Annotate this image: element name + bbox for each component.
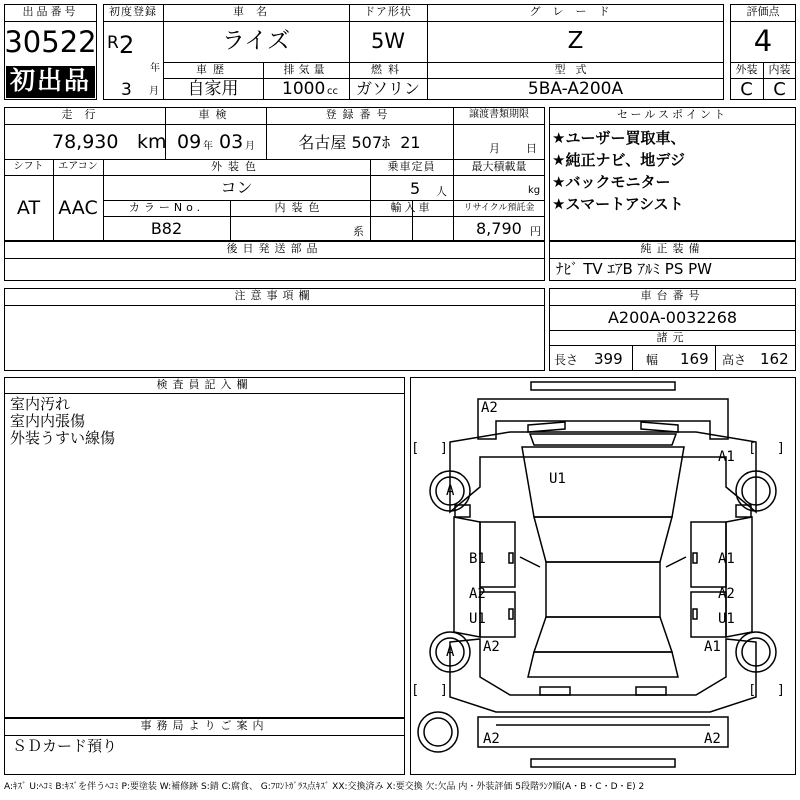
history: 自家用 bbox=[187, 79, 239, 99]
capacity: 5 bbox=[410, 179, 421, 198]
parts-label: 後日発送部品 bbox=[226, 242, 323, 255]
displacement-label: 排気量 bbox=[283, 63, 329, 76]
mark-rear-left-corner: A2 bbox=[483, 731, 500, 747]
office-note: ＳＤカード預り bbox=[12, 737, 118, 755]
chassis-label: 車台番号 bbox=[640, 289, 705, 302]
recycle-label: リサイクル預託金 bbox=[463, 203, 535, 213]
mark-front-left-wheel: A bbox=[446, 483, 455, 499]
first-reg-label: 初度登録 bbox=[109, 5, 157, 18]
legend: A:ｷｽﾞ U:ﾍｺﾐ B:ｷｽﾞを伴うﾍｺﾐ P:要塗装 W:補修跡 S:錆 C:腐食、 G:ﾌﾛﾝﾄｶﾞﾗｽ点ｷｽﾞ XX:交換済み X:要交換 欠:欠品 内・外装評価 5段階ﾗﾝｸ順(A・B・C・D・E) 2 bbox=[4, 782, 645, 792]
inspector-label: 検査員記入欄 bbox=[156, 378, 253, 391]
color-label: 外装色 bbox=[211, 160, 262, 173]
interior-label: 内装 bbox=[768, 63, 791, 76]
inspection-month-unit: 月 bbox=[245, 141, 255, 152]
bracket-left-bottom-close: ] bbox=[441, 683, 447, 698]
score: 4 bbox=[753, 24, 773, 58]
transfer-day-unit: 日 bbox=[526, 142, 537, 155]
mileage: 78,930 bbox=[52, 131, 119, 153]
recycle-unit: 円 bbox=[530, 225, 541, 238]
lot-number: 30522 bbox=[4, 25, 97, 59]
mark-right-front-door: A1 bbox=[718, 551, 735, 567]
shift-label: シフト bbox=[13, 161, 44, 172]
specs-label: 諸元 bbox=[656, 331, 689, 344]
inspection-month: 03 bbox=[219, 131, 244, 153]
import-label: 輸入車 bbox=[390, 201, 433, 214]
mark-rear-left-quarter: A2 bbox=[483, 639, 500, 655]
equipment-label: 純正装備 bbox=[640, 242, 705, 255]
mark-front-left-fender: A2 bbox=[481, 400, 498, 416]
shift: AT bbox=[16, 197, 41, 219]
mark-right-rear-door-b: U1 bbox=[718, 611, 735, 627]
first-listing-badge-text: 初出品 bbox=[9, 66, 91, 95]
mark-rear-right-corner: A2 bbox=[704, 731, 721, 747]
fuel-label: 燃料 bbox=[371, 63, 405, 76]
width-label: 幅 bbox=[646, 353, 659, 367]
first-reg-year: 2 bbox=[119, 31, 135, 59]
capacity-label: 乗車定員 bbox=[387, 160, 436, 173]
equipment: ﾅﾋﾞ TV ｴｱB ｱﾙﾐ PS PW bbox=[556, 260, 712, 278]
inspection-label: 車検 bbox=[198, 108, 233, 121]
plate-number: 名古屋 507ﾎ 21 bbox=[298, 133, 421, 152]
inspector-note: 室内汚れ bbox=[10, 395, 71, 413]
length-label: 長さ bbox=[554, 353, 579, 367]
ac-label: エアコン bbox=[58, 161, 98, 172]
sales-point: ★ユーザー買取車、 bbox=[552, 129, 686, 147]
sales-point: ★バックモニター bbox=[552, 173, 671, 191]
recycle-fee: 8,790 bbox=[476, 219, 522, 238]
color-no: B82 bbox=[150, 219, 183, 238]
ac: AAC bbox=[58, 197, 98, 219]
plate-label: 登録番号 bbox=[325, 108, 394, 121]
mark-right-rear-door-a: A2 bbox=[718, 586, 735, 602]
score-label: 評価点 bbox=[746, 5, 780, 18]
load-label: 最大積載量 bbox=[471, 160, 527, 173]
lot-number-label: 出品番号 bbox=[22, 5, 79, 18]
era: R bbox=[107, 33, 119, 53]
chassis-number: A200A-0032268 bbox=[607, 308, 738, 327]
bracket-right-top-close: ] bbox=[778, 441, 784, 456]
bracket-left-top-close: ] bbox=[441, 441, 447, 456]
height-label: 高さ bbox=[722, 353, 747, 367]
car-diagram bbox=[410, 377, 796, 775]
bracket-right-bottom: [ bbox=[750, 683, 756, 698]
history-label: 車歴 bbox=[196, 63, 230, 76]
exterior-grade: C bbox=[740, 79, 753, 100]
sales-point: ★純正ナビ、地デジ bbox=[552, 151, 685, 169]
exterior-color: コン bbox=[220, 178, 253, 197]
height: 162 bbox=[760, 350, 789, 368]
mark-hood: U1 bbox=[549, 471, 566, 487]
mark-left-rear-door-b: U1 bbox=[469, 611, 486, 627]
door-type: 5W bbox=[370, 29, 406, 53]
mark-rear-left-wheel: A bbox=[446, 644, 455, 660]
mark-rear-right-quarter: A1 bbox=[704, 639, 721, 655]
first-reg-month: 3 bbox=[121, 80, 132, 100]
mileage-unit: km bbox=[137, 131, 167, 153]
fuel: ガソリン bbox=[355, 79, 420, 98]
capacity-unit: 人 bbox=[436, 185, 447, 198]
mark-front-right-fender: A1 bbox=[718, 449, 735, 465]
model: 5BA-A200A bbox=[527, 79, 624, 99]
car-name-label: 車名 bbox=[233, 5, 279, 18]
interior-color-label: 内装色 bbox=[274, 201, 326, 214]
interior-grade: C bbox=[773, 79, 786, 100]
vehicle-info-box bbox=[4, 107, 545, 241]
transfer-label: 譲渡書類期限 bbox=[469, 109, 529, 120]
mileage-label: 走行 bbox=[61, 108, 108, 121]
year-unit: 年 bbox=[150, 63, 160, 74]
inspector-note: 外装うすい線傷 bbox=[10, 429, 116, 447]
width: 169 bbox=[680, 350, 709, 368]
color-no-label: カラーNo. bbox=[128, 201, 205, 214]
inspector-note: 室内内張傷 bbox=[10, 412, 86, 430]
bracket-left-bottom: [ bbox=[413, 683, 419, 698]
mark-left-front-door: B1 bbox=[469, 551, 486, 567]
displacement-unit: cc bbox=[327, 86, 338, 97]
grade: Z bbox=[567, 28, 584, 54]
displacement: 1000 bbox=[282, 79, 326, 99]
exterior-label: 外装 bbox=[735, 63, 758, 76]
bracket-left-top: [ bbox=[413, 441, 419, 456]
inspection-year: 09 bbox=[177, 131, 202, 153]
office-label: 事務局よりご案内 bbox=[140, 719, 269, 732]
interior-color-unit: 系 bbox=[353, 225, 364, 238]
sales-points-label: セールスポイント bbox=[616, 108, 728, 121]
bracket-right-top: [ bbox=[750, 441, 756, 456]
door-label: ドア形状 bbox=[364, 5, 412, 18]
sales-point: ★スマートアシスト bbox=[552, 195, 684, 213]
model-label: 型式 bbox=[554, 63, 597, 76]
length: 399 bbox=[594, 350, 623, 368]
mark-left-rear-door-a: A2 bbox=[469, 586, 486, 602]
bracket-right-bottom-close: ] bbox=[778, 683, 784, 698]
car-name: ライズ bbox=[221, 28, 291, 54]
load-unit: kg bbox=[528, 185, 541, 196]
grade-label: グレード bbox=[529, 5, 622, 18]
transfer-month-unit: 月 bbox=[489, 142, 500, 155]
month-unit: 月 bbox=[149, 86, 159, 97]
caution-label: 注意事項欄 bbox=[234, 289, 315, 302]
inspection-year-unit: 年 bbox=[203, 141, 213, 152]
